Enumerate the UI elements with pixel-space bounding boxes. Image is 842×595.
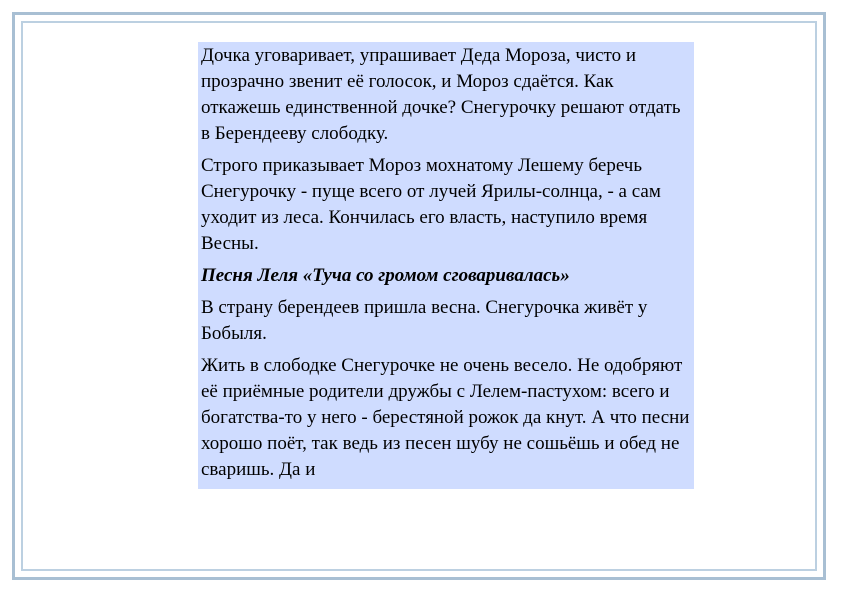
paragraph-daughter-persuades: Дочка уговаривает, упрашивает Деда Мороза, чисто и прозрачно звенит её голосок, и Мороз сдаётся. Как откажешь единственной дочке? Снегурочку решают отдать в Берендееву слободку. <box>201 45 681 144</box>
paragraph-frost-orders-leshy: Строго приказывает Мороз мохнатому Лешему беречь Снегурочку - пуще всего от лучей Ярилы-солнца, - а сам уходит из леса. Кончилась его власть, наступило время Весны. <box>201 155 661 254</box>
paragraph-life-in-sloboda: Жить в слободке Снегурочке не очень весело. Не одобряют её приёмные родители дружбы с Лелем-пастухом: всего и богатства-то у него - берестяной рожок да кнут. А что песни хорошо поёт, так ведь из песен шубу не сошьёшь и обед не сваришь. Да и <box>201 355 690 480</box>
song-title-lel: Песня Леля «Туча со громом сговаривалась» <box>201 265 570 286</box>
paragraph-spring-came: В страну берендеев пришла весна. Снегурочка живёт у Бобыля. <box>201 297 648 344</box>
story-text-box <box>198 42 694 489</box>
